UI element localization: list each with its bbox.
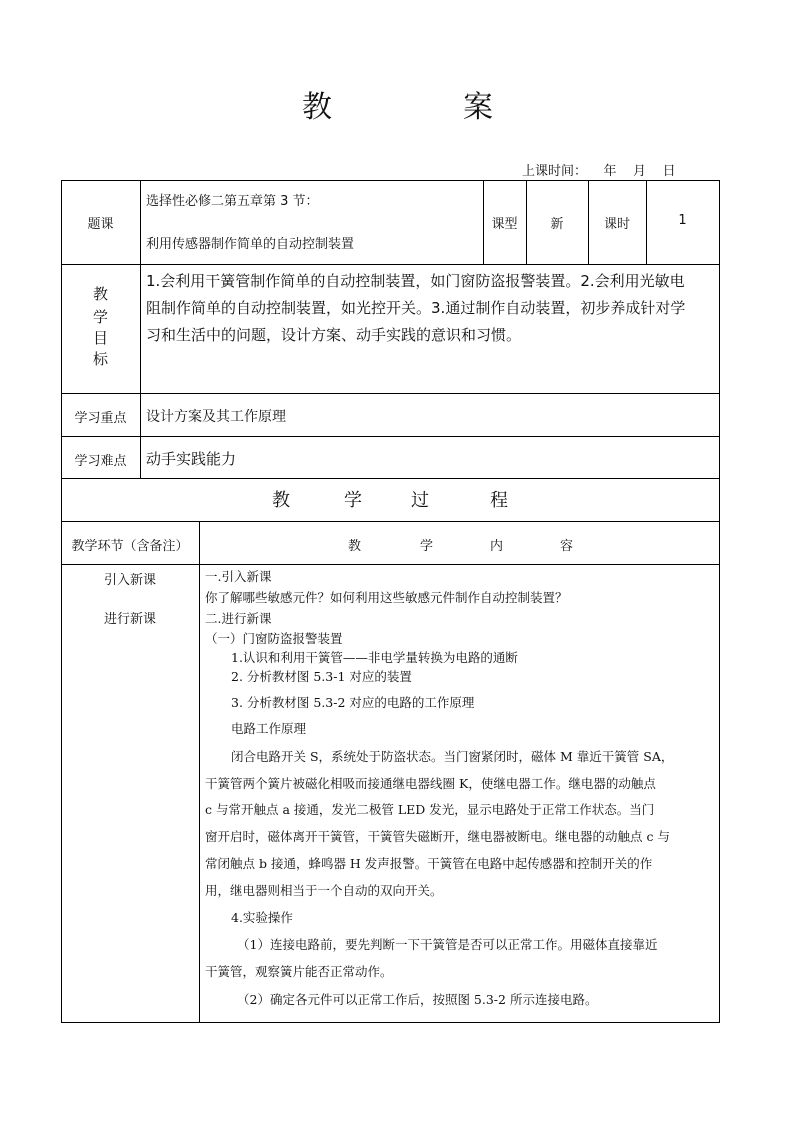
content-line: 闭合电路开关 S，系统处于防盗状态。当门窗紧闭时，磁体 M 靠近干簧管 SA， <box>231 749 674 764</box>
content-header-char: 容 <box>560 539 574 554</box>
content-line: c 与常开触点 a 接通，发光二极管 LED 发光，显示电路处于正常工作状态。当门 <box>205 802 655 817</box>
process-col-stage-header: 教学环节（含备注） <box>71 539 189 554</box>
process-heading-char: 过 <box>411 490 429 511</box>
topic-label: 题课 <box>87 217 114 232</box>
content-line: 4.实验操作 <box>231 910 293 925</box>
stage-intro: 引入新课 <box>103 573 156 588</box>
difficult-point-value: 动手实践能力 <box>146 450 237 468</box>
content-line: 用，继电器则相当于一个自动的双向开关。 <box>205 883 443 898</box>
key-point-label: 学习重点 <box>74 411 127 426</box>
process-heading-char: 教 <box>272 490 290 511</box>
title-char-1: 教 <box>302 90 332 125</box>
topic-line-1: 选择性必修二第五章第 3 节： <box>146 194 319 209</box>
goals-label-char: 标 <box>92 350 108 368</box>
key-point-value: 设计方案及其工作原理 <box>146 409 286 425</box>
content-header-char: 内 <box>490 539 504 554</box>
class-date-line: 上课时间： 年 月 日 <box>522 164 676 179</box>
goals-label-char: 学 <box>92 308 108 326</box>
content-line: （一）门窗防盗报警装置 <box>205 631 343 646</box>
content-line: 你了解哪些敏感元件？如何利用这些敏感元件制作自动控制装置？ <box>205 590 568 605</box>
goals-line: 习和生活中的问题，设计方案、动手实践的意识和习惯。 <box>146 326 522 344</box>
content-line: 3. 分析教材图 5.3-2 对应的电路的工作原理 <box>231 695 475 710</box>
goals-text <box>146 268 716 349</box>
title-char-2: 案 <box>463 90 493 125</box>
content-header-char: 学 <box>420 539 434 554</box>
content-line: 二.进行新课 <box>205 611 272 626</box>
goals-label-char: 目 <box>92 329 108 347</box>
content-header-char: 教 <box>348 539 362 554</box>
stage-new-lesson: 进行新课 <box>103 612 156 627</box>
content-line: 干簧管两个簧片被磁化相吸而接通继电器线圈 K，使继电器工作。继电器的动触点 <box>205 776 656 791</box>
content-line: 一.引入新课 <box>205 569 272 584</box>
goals-line: 1.会利用干簧管制作简单的自动控制装置，如门窗防盗报警装置。2.会利用光敏电 <box>146 272 685 290</box>
process-heading-char: 程 <box>490 490 508 511</box>
content-line: 2. 分析教材图 5.3-1 对应的装置 <box>231 669 412 684</box>
lesson-type-value: 新 <box>550 217 564 232</box>
goals-line: 阻制作简单的自动控制装置，如光控开关。3.通过制作自动装置，初步养成针对学 <box>146 299 686 317</box>
process-heading-char: 学 <box>344 490 362 511</box>
topic-line-2: 利用传感器制作简单的自动控制装置 <box>146 237 355 252</box>
content-line: （2）确定各元件可以正常工作后，按照图 5.3-2 所示连接电路。 <box>237 992 598 1007</box>
content-line: 电路工作原理 <box>231 721 307 736</box>
content-line: 干簧管，观察簧片能否正常动作。 <box>205 964 393 979</box>
difficult-point-label: 学习难点 <box>74 454 127 469</box>
content-line: 常闭触点 b 接通，蜂鸣器 H 发声报警。干簧管在电路中起传感器和控制开关的作 <box>205 856 653 871</box>
lesson-hours-value: 1 <box>678 213 687 228</box>
lesson-hours-label: 课时 <box>603 217 630 232</box>
content-line: 窗开启时，磁体离开干簧管，干簧管失磁断开，继电器被断电。继电器的动触点 c 与 <box>205 829 670 844</box>
goals-label-char: 教 <box>92 285 108 303</box>
lesson-type-label: 课型 <box>491 217 518 232</box>
content-line: （1）连接电路前，要先判断一下干簧管是否可以正常工作。用磁体直接靠近 <box>237 937 658 952</box>
content-line: 1.认识和利用干簧管——非电学量转换为电路的通断 <box>231 650 518 665</box>
